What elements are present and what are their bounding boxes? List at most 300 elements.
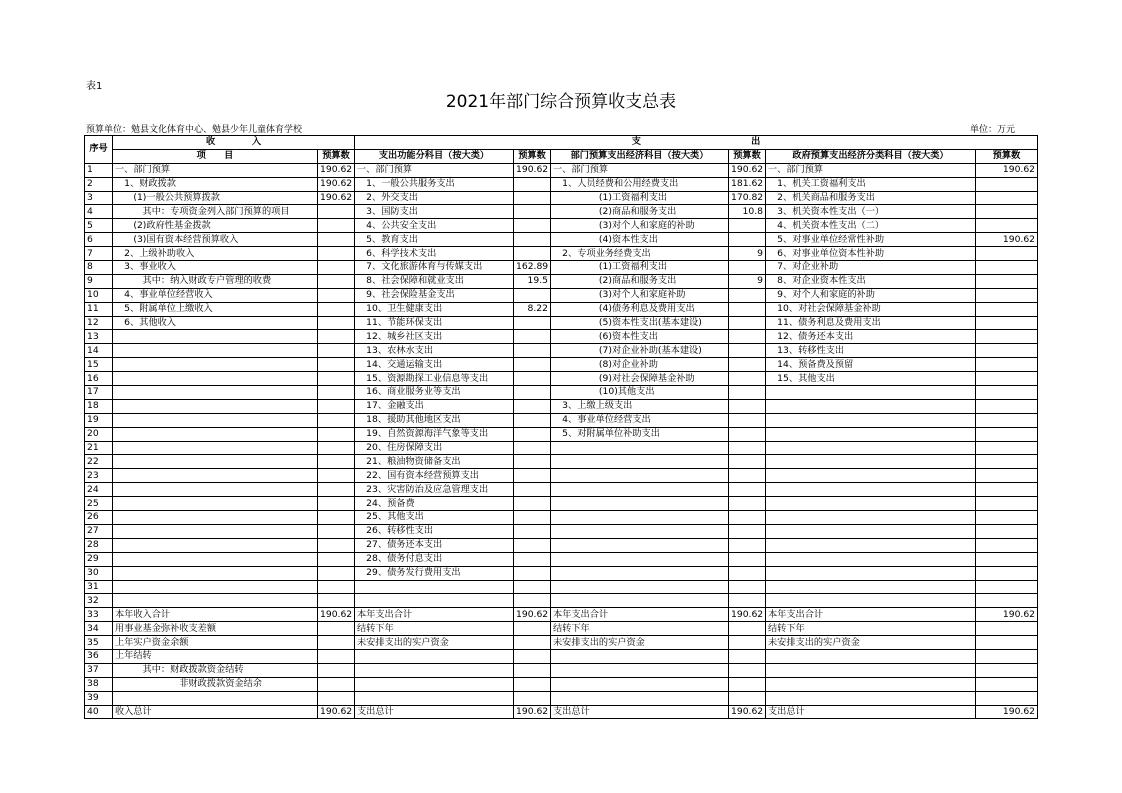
func-budget-cell bbox=[514, 344, 551, 358]
table-row bbox=[85, 538, 1038, 552]
table-row bbox=[85, 288, 1038, 302]
seq-cell: 1 bbox=[85, 163, 113, 177]
dept-econ-budget-cell bbox=[729, 691, 766, 705]
income-item-cell: 上年结转 bbox=[113, 649, 318, 663]
income-item-cell: 5、附属单位上缴收入 bbox=[113, 302, 318, 316]
income-budget-cell bbox=[318, 511, 355, 525]
gov-econ-item-cell: 1、机关工资福利支出 bbox=[766, 177, 976, 191]
dept-econ-budget-cell bbox=[729, 399, 766, 413]
seq-cell: 7 bbox=[85, 247, 113, 261]
func-budget-cell bbox=[514, 191, 551, 205]
income-item-cell bbox=[113, 413, 318, 427]
gov-econ-budget-cell bbox=[976, 677, 1038, 691]
seq-cell: 36 bbox=[85, 649, 113, 663]
gov-econ-budget-cell bbox=[976, 511, 1038, 525]
income-item-cell: 3、事业收入 bbox=[113, 261, 318, 275]
dept-econ-item-cell bbox=[551, 594, 729, 608]
gov-econ-budget-cell bbox=[976, 177, 1038, 191]
func-budget-cell bbox=[514, 691, 551, 705]
dept-econ-budget-cell bbox=[729, 316, 766, 330]
func-item-cell: 11、节能环保支出 bbox=[355, 316, 514, 330]
func-budget-cell bbox=[514, 497, 551, 511]
seq-cell: 6 bbox=[85, 233, 113, 247]
dept-econ-budget-cell bbox=[729, 441, 766, 455]
income-item-cell bbox=[113, 386, 318, 400]
seq-cell: 25 bbox=[85, 497, 113, 511]
gov-econ-budget-cell bbox=[976, 413, 1038, 427]
gov-econ-item-cell: 本年支出合计 bbox=[766, 608, 976, 622]
table-row bbox=[85, 261, 1038, 275]
dept-econ-budget-cell: 10.8 bbox=[729, 205, 766, 219]
income-item-cell bbox=[113, 691, 318, 705]
gov-econ-item-cell bbox=[766, 691, 976, 705]
func-item-cell: 3、国防支出 bbox=[355, 205, 514, 219]
dept-econ-budget-cell bbox=[729, 372, 766, 386]
func-budget-cell bbox=[514, 622, 551, 636]
income-budget-cell bbox=[318, 524, 355, 538]
gov-econ-item-cell: 8、对企业资本性支出 bbox=[766, 274, 976, 288]
dept-econ-budget-cell bbox=[729, 386, 766, 400]
seq-cell: 2 bbox=[85, 177, 113, 191]
func-budget-cell bbox=[514, 177, 551, 191]
gov-econ-item-cell: 5、对事业单位经常性补助 bbox=[766, 233, 976, 247]
dept-econ-budget-cell: 190.62 bbox=[729, 705, 766, 719]
dept-econ-budget-cell bbox=[729, 413, 766, 427]
income-budget-cell bbox=[318, 399, 355, 413]
func-budget-cell bbox=[514, 538, 551, 552]
gov-econ-item-cell bbox=[766, 566, 976, 580]
func-item-cell: 23、灾害防治及应急管理支出 bbox=[355, 483, 514, 497]
func-budget-cell bbox=[514, 219, 551, 233]
gov-econ-item-cell: 7、对企业补助 bbox=[766, 261, 976, 275]
func-item-cell: 26、转移性支出 bbox=[355, 524, 514, 538]
income-budget-cell bbox=[318, 455, 355, 469]
func-budget-cell bbox=[514, 511, 551, 525]
income-budget-cell bbox=[318, 663, 355, 677]
func-item-cell: 16、商业服务业等支出 bbox=[355, 386, 514, 400]
dept-econ-item-cell: (8)对企业补助 bbox=[551, 358, 729, 372]
dept-econ-budget-cell: 181.62 bbox=[729, 177, 766, 191]
gov-econ-item-cell: 3、机关资本性支出（一） bbox=[766, 205, 976, 219]
gov-econ-item-cell: 6、对事业单位资本性补助 bbox=[766, 247, 976, 261]
gov-econ-header: 政府预算支出经济分类科目（按大类） bbox=[766, 149, 976, 163]
table-row bbox=[85, 705, 1038, 719]
dept-econ-item-cell bbox=[551, 483, 729, 497]
gov-econ-budget-cell: 190.62 bbox=[976, 705, 1038, 719]
income-item-cell: (2)政府性基金拨款 bbox=[113, 219, 318, 233]
func-item-cell: 20、住房保障支出 bbox=[355, 441, 514, 455]
seq-cell: 10 bbox=[85, 288, 113, 302]
func-item-cell: 10、卫生健康支出 bbox=[355, 302, 514, 316]
header-row-1 bbox=[85, 136, 1038, 150]
func-budget-cell: 190.62 bbox=[514, 163, 551, 177]
income-item-cell: 收入总计 bbox=[113, 705, 318, 719]
income-item-cell bbox=[113, 538, 318, 552]
table-row bbox=[85, 372, 1038, 386]
dept-econ-budget-cell bbox=[729, 344, 766, 358]
dept-econ-budget-cell bbox=[729, 524, 766, 538]
func-item-cell: 29、债务发行费用支出 bbox=[355, 566, 514, 580]
dept-econ-item-cell: 2、专项业务经费支出 bbox=[551, 247, 729, 261]
seq-cell: 19 bbox=[85, 413, 113, 427]
income-item-cell bbox=[113, 594, 318, 608]
func-item-cell: 9、社会保险基金支出 bbox=[355, 288, 514, 302]
gov-econ-budget-cell bbox=[976, 330, 1038, 344]
gov-econ-item-cell: 未安排支出的实户资金 bbox=[766, 636, 976, 650]
budget-header: 预算数 bbox=[976, 149, 1038, 163]
seq-cell: 30 bbox=[85, 566, 113, 580]
dept-econ-budget-cell: 190.62 bbox=[729, 608, 766, 622]
func-budget-cell bbox=[514, 372, 551, 386]
dept-econ-budget-cell bbox=[729, 233, 766, 247]
table-row bbox=[85, 177, 1038, 191]
income-budget-cell bbox=[318, 622, 355, 636]
dept-econ-budget-cell: 9 bbox=[729, 274, 766, 288]
func-budget-cell bbox=[514, 552, 551, 566]
dept-econ-item-cell: (2)商品和服务支出 bbox=[551, 205, 729, 219]
dept-econ-budget-cell bbox=[729, 677, 766, 691]
income-item-cell bbox=[113, 566, 318, 580]
seq-cell: 39 bbox=[85, 691, 113, 705]
dept-econ-budget-cell bbox=[729, 663, 766, 677]
income-item-cell: 一、部门预算 bbox=[113, 163, 318, 177]
dept-econ-item-cell: 1、人员经费和公用经费支出 bbox=[551, 177, 729, 191]
func-item-cell bbox=[355, 649, 514, 663]
gov-econ-budget-cell bbox=[976, 691, 1038, 705]
dept-econ-budget-cell: 190.62 bbox=[729, 163, 766, 177]
income-budget-cell bbox=[318, 274, 355, 288]
dept-econ-item-cell bbox=[551, 649, 729, 663]
func-item-cell bbox=[355, 677, 514, 691]
func-item-cell: 25、其他支出 bbox=[355, 511, 514, 525]
gov-econ-budget-cell bbox=[976, 594, 1038, 608]
income-item-cell bbox=[113, 344, 318, 358]
dept-econ-item-cell bbox=[551, 677, 729, 691]
gov-econ-budget-cell: 190.62 bbox=[976, 608, 1038, 622]
func-item-cell: 6、科学技术支出 bbox=[355, 247, 514, 261]
gov-econ-item-cell bbox=[766, 594, 976, 608]
func-budget-cell bbox=[514, 233, 551, 247]
income-budget-cell bbox=[318, 288, 355, 302]
dept-econ-item-cell bbox=[551, 511, 729, 525]
func-budget-cell bbox=[514, 288, 551, 302]
income-item-cell bbox=[113, 399, 318, 413]
income-budget-cell bbox=[318, 233, 355, 247]
income-item-cell: 其中：财政拨款资金结转 bbox=[113, 663, 318, 677]
income-item-cell: 非财政拨款资金结余 bbox=[113, 677, 318, 691]
table-row bbox=[85, 511, 1038, 525]
dept-econ-budget-cell bbox=[729, 497, 766, 511]
seq-cell: 22 bbox=[85, 455, 113, 469]
income-item-cell: 4、事业单位经营收入 bbox=[113, 288, 318, 302]
seq-header: 序号 bbox=[85, 136, 113, 164]
func-item-cell: 15、资源勘探工业信息等支出 bbox=[355, 372, 514, 386]
func-item-cell: 结转下年 bbox=[355, 622, 514, 636]
dept-econ-budget-cell bbox=[729, 261, 766, 275]
gov-econ-budget-cell bbox=[976, 649, 1038, 663]
income-budget-cell bbox=[318, 247, 355, 261]
gov-econ-item-cell: 15、其他支出 bbox=[766, 372, 976, 386]
gov-econ-budget-cell bbox=[976, 580, 1038, 594]
func-item-cell: 17、金融支出 bbox=[355, 399, 514, 413]
income-budget-cell bbox=[318, 316, 355, 330]
income-item-cell bbox=[113, 524, 318, 538]
gov-econ-item-cell bbox=[766, 399, 976, 413]
seq-cell: 5 bbox=[85, 219, 113, 233]
dept-econ-budget-cell: 9 bbox=[729, 247, 766, 261]
gov-econ-budget-cell: 190.62 bbox=[976, 233, 1038, 247]
func-item-cell: 2、外交支出 bbox=[355, 191, 514, 205]
income-budget-cell bbox=[318, 413, 355, 427]
gov-econ-budget-cell bbox=[976, 469, 1038, 483]
income-item-cell: 用事业基金弥补收支差额 bbox=[113, 622, 318, 636]
budget-header: 预算数 bbox=[729, 149, 766, 163]
table-row bbox=[85, 330, 1038, 344]
income-item-cell: 其中：专项资金列入部门预算的项目 bbox=[113, 205, 318, 219]
seq-cell: 23 bbox=[85, 469, 113, 483]
seq-cell: 14 bbox=[85, 344, 113, 358]
dept-econ-budget-cell bbox=[729, 455, 766, 469]
seq-cell: 32 bbox=[85, 594, 113, 608]
gov-econ-item-cell bbox=[766, 663, 976, 677]
table-row bbox=[85, 677, 1038, 691]
dept-econ-item-cell: 本年支出合计 bbox=[551, 608, 729, 622]
income-item-cell: (1)一般公共预算拨款 bbox=[113, 191, 318, 205]
income-budget-cell bbox=[318, 649, 355, 663]
func-budget-cell: 190.62 bbox=[514, 705, 551, 719]
seq-cell: 38 bbox=[85, 677, 113, 691]
income-budget-cell bbox=[318, 483, 355, 497]
func-item-cell: 7、文化旅游体育与传媒支出 bbox=[355, 261, 514, 275]
gov-econ-item-cell bbox=[766, 483, 976, 497]
gov-econ-budget-cell bbox=[976, 191, 1038, 205]
income-item-cell bbox=[113, 330, 318, 344]
func-item-cell: 24、预备费 bbox=[355, 497, 514, 511]
income-item-cell: (3)国有资本经营预算收入 bbox=[113, 233, 318, 247]
dept-econ-budget-cell bbox=[729, 358, 766, 372]
income-item-cell bbox=[113, 580, 318, 594]
income-budget-cell bbox=[318, 566, 355, 580]
func-budget-cell bbox=[514, 247, 551, 261]
table-row bbox=[85, 219, 1038, 233]
dept-econ-item-cell: (2)商品和服务支出 bbox=[551, 274, 729, 288]
seq-cell: 33 bbox=[85, 608, 113, 622]
currency-unit-label: 单位：万元 bbox=[970, 125, 1016, 135]
income-item-cell: 其中：纳入财政专户管理的收费 bbox=[113, 274, 318, 288]
gov-econ-item-cell: 9、对个人和家庭的补助 bbox=[766, 288, 976, 302]
dept-econ-item-cell: (6)资本性支出 bbox=[551, 330, 729, 344]
seq-cell: 34 bbox=[85, 622, 113, 636]
table-row bbox=[85, 274, 1038, 288]
income-item-cell bbox=[113, 483, 318, 497]
gov-econ-budget-cell bbox=[976, 622, 1038, 636]
gov-econ-item-cell: 10、对社会保障基金补助 bbox=[766, 302, 976, 316]
table-row bbox=[85, 566, 1038, 580]
income-item-cell bbox=[113, 497, 318, 511]
table-row bbox=[85, 469, 1038, 483]
budget-header: 预算数 bbox=[514, 149, 551, 163]
seq-cell: 29 bbox=[85, 552, 113, 566]
dept-econ-budget-cell: 170.82 bbox=[729, 191, 766, 205]
func-budget-cell bbox=[514, 427, 551, 441]
gov-econ-budget-cell bbox=[976, 636, 1038, 650]
func-item-cell bbox=[355, 691, 514, 705]
func-item-cell: 8、社会保障和就业支出 bbox=[355, 274, 514, 288]
dept-econ-budget-cell bbox=[729, 302, 766, 316]
income-item-cell bbox=[113, 441, 318, 455]
dept-econ-item-cell: 支出总计 bbox=[551, 705, 729, 719]
dept-econ-budget-cell bbox=[729, 594, 766, 608]
gov-econ-budget-cell bbox=[976, 247, 1038, 261]
func-item-cell: 4、公共安全支出 bbox=[355, 219, 514, 233]
gov-econ-budget-cell bbox=[976, 552, 1038, 566]
gov-econ-item-cell bbox=[766, 441, 976, 455]
table-row bbox=[85, 636, 1038, 650]
income-header: 收 入 bbox=[113, 136, 355, 150]
seq-cell: 16 bbox=[85, 372, 113, 386]
func-budget-cell bbox=[514, 469, 551, 483]
table-row bbox=[85, 524, 1038, 538]
seq-cell: 18 bbox=[85, 399, 113, 413]
gov-econ-item-cell: 14、预备费及预留 bbox=[766, 358, 976, 372]
func-item-cell bbox=[355, 663, 514, 677]
income-item-cell: 2、上级补助收入 bbox=[113, 247, 318, 261]
func-budget-cell bbox=[514, 205, 551, 219]
table-row bbox=[85, 663, 1038, 677]
income-budget-cell bbox=[318, 677, 355, 691]
func-budget-cell: 8.22 bbox=[514, 302, 551, 316]
func-item-cell: 12、城乡社区支出 bbox=[355, 330, 514, 344]
dept-econ-budget-cell bbox=[729, 511, 766, 525]
func-budget-cell bbox=[514, 358, 551, 372]
gov-econ-budget-cell bbox=[976, 399, 1038, 413]
income-item-cell bbox=[113, 552, 318, 566]
table-row bbox=[85, 622, 1038, 636]
income-budget-cell bbox=[318, 386, 355, 400]
table-row bbox=[85, 316, 1038, 330]
func-budget-cell bbox=[514, 399, 551, 413]
income-item-cell: 上年实户资金余额 bbox=[113, 636, 318, 650]
func-item-cell: 一、部门预算 bbox=[355, 163, 514, 177]
income-budget-cell bbox=[318, 552, 355, 566]
dept-econ-item-cell: 4、事业单位经营支出 bbox=[551, 413, 729, 427]
income-budget-cell bbox=[318, 330, 355, 344]
seq-cell: 26 bbox=[85, 511, 113, 525]
income-budget-cell bbox=[318, 261, 355, 275]
dept-econ-budget-cell bbox=[729, 622, 766, 636]
dept-econ-item-cell bbox=[551, 663, 729, 677]
func-budget-cell: 162.89 bbox=[514, 261, 551, 275]
func-item-cell: 14、交通运输支出 bbox=[355, 358, 514, 372]
dept-econ-budget-cell bbox=[729, 469, 766, 483]
gov-econ-item-cell: 一、部门预算 bbox=[766, 163, 976, 177]
seq-cell: 17 bbox=[85, 386, 113, 400]
gov-econ-budget-cell bbox=[976, 455, 1038, 469]
table-row bbox=[85, 386, 1038, 400]
table-row bbox=[85, 399, 1038, 413]
gov-econ-budget-cell bbox=[976, 386, 1038, 400]
gov-econ-item-cell bbox=[766, 413, 976, 427]
table-row bbox=[85, 608, 1038, 622]
dept-econ-budget-cell bbox=[729, 427, 766, 441]
gov-econ-budget-cell bbox=[976, 316, 1038, 330]
gov-econ-budget-cell bbox=[976, 483, 1038, 497]
func-budget-cell bbox=[514, 413, 551, 427]
dept-econ-item-cell bbox=[551, 469, 729, 483]
income-budget-cell: 190.62 bbox=[318, 608, 355, 622]
gov-econ-item-cell: 11、债务利息及费用支出 bbox=[766, 316, 976, 330]
table-row bbox=[85, 441, 1038, 455]
func-item-cell: 1、一般公共服务支出 bbox=[355, 177, 514, 191]
income-item-cell: 1、财政拨款 bbox=[113, 177, 318, 191]
gov-econ-budget-cell bbox=[976, 302, 1038, 316]
income-budget-cell bbox=[318, 636, 355, 650]
func-item-cell: 28、债务付息支出 bbox=[355, 552, 514, 566]
table-row bbox=[85, 691, 1038, 705]
dept-econ-item-cell: (3)对个人和家庭的补助 bbox=[551, 219, 729, 233]
income-budget-cell: 190.62 bbox=[318, 163, 355, 177]
dept-econ-budget-cell bbox=[729, 636, 766, 650]
gov-econ-item-cell bbox=[766, 552, 976, 566]
dept-econ-item-cell: (10)其他支出 bbox=[551, 386, 729, 400]
seq-cell: 20 bbox=[85, 427, 113, 441]
gov-econ-budget-cell bbox=[976, 261, 1038, 275]
income-item-cell bbox=[113, 469, 318, 483]
func-item-cell: 27、债务还本支出 bbox=[355, 538, 514, 552]
seq-cell: 4 bbox=[85, 205, 113, 219]
func-item-cell: 13、农林水支出 bbox=[355, 344, 514, 358]
gov-econ-item-cell bbox=[766, 469, 976, 483]
seq-cell: 37 bbox=[85, 663, 113, 677]
table-row bbox=[85, 594, 1038, 608]
budget-summary-table bbox=[84, 135, 1038, 719]
dept-econ-item-cell bbox=[551, 441, 729, 455]
func-item-cell: 18、援助其他地区支出 bbox=[355, 413, 514, 427]
gov-econ-budget-cell bbox=[976, 566, 1038, 580]
func-budget-cell bbox=[514, 580, 551, 594]
seq-cell: 8 bbox=[85, 261, 113, 275]
gov-econ-budget-cell bbox=[976, 524, 1038, 538]
func-budget-cell bbox=[514, 636, 551, 650]
income-budget-cell bbox=[318, 691, 355, 705]
gov-econ-budget-cell bbox=[976, 288, 1038, 302]
func-budget-cell bbox=[514, 386, 551, 400]
seq-cell: 13 bbox=[85, 330, 113, 344]
dept-econ-item-cell: 一、部门预算 bbox=[551, 163, 729, 177]
gov-econ-item-cell: 结转下年 bbox=[766, 622, 976, 636]
gov-econ-item-cell bbox=[766, 524, 976, 538]
seq-cell: 9 bbox=[85, 274, 113, 288]
table-row bbox=[85, 163, 1038, 177]
gov-econ-budget-cell bbox=[976, 663, 1038, 677]
gov-econ-budget-cell bbox=[976, 427, 1038, 441]
seq-cell: 11 bbox=[85, 302, 113, 316]
func-item-cell: 19、自然资源海洋气象等支出 bbox=[355, 427, 514, 441]
func-item-cell bbox=[355, 580, 514, 594]
income-item-cell bbox=[113, 372, 318, 386]
dept-econ-item-cell bbox=[551, 566, 729, 580]
dept-econ-item-cell bbox=[551, 580, 729, 594]
func-budget-cell bbox=[514, 316, 551, 330]
func-budget-cell bbox=[514, 566, 551, 580]
gov-econ-budget-cell bbox=[976, 344, 1038, 358]
dept-econ-item-cell bbox=[551, 497, 729, 511]
func-budget-cell bbox=[514, 649, 551, 663]
table-row bbox=[85, 344, 1038, 358]
func-item-cell: 未安排支出的实户资金 bbox=[355, 636, 514, 650]
func-budget-cell: 19.5 bbox=[514, 274, 551, 288]
gov-econ-item-cell: 12、债务还本支出 bbox=[766, 330, 976, 344]
